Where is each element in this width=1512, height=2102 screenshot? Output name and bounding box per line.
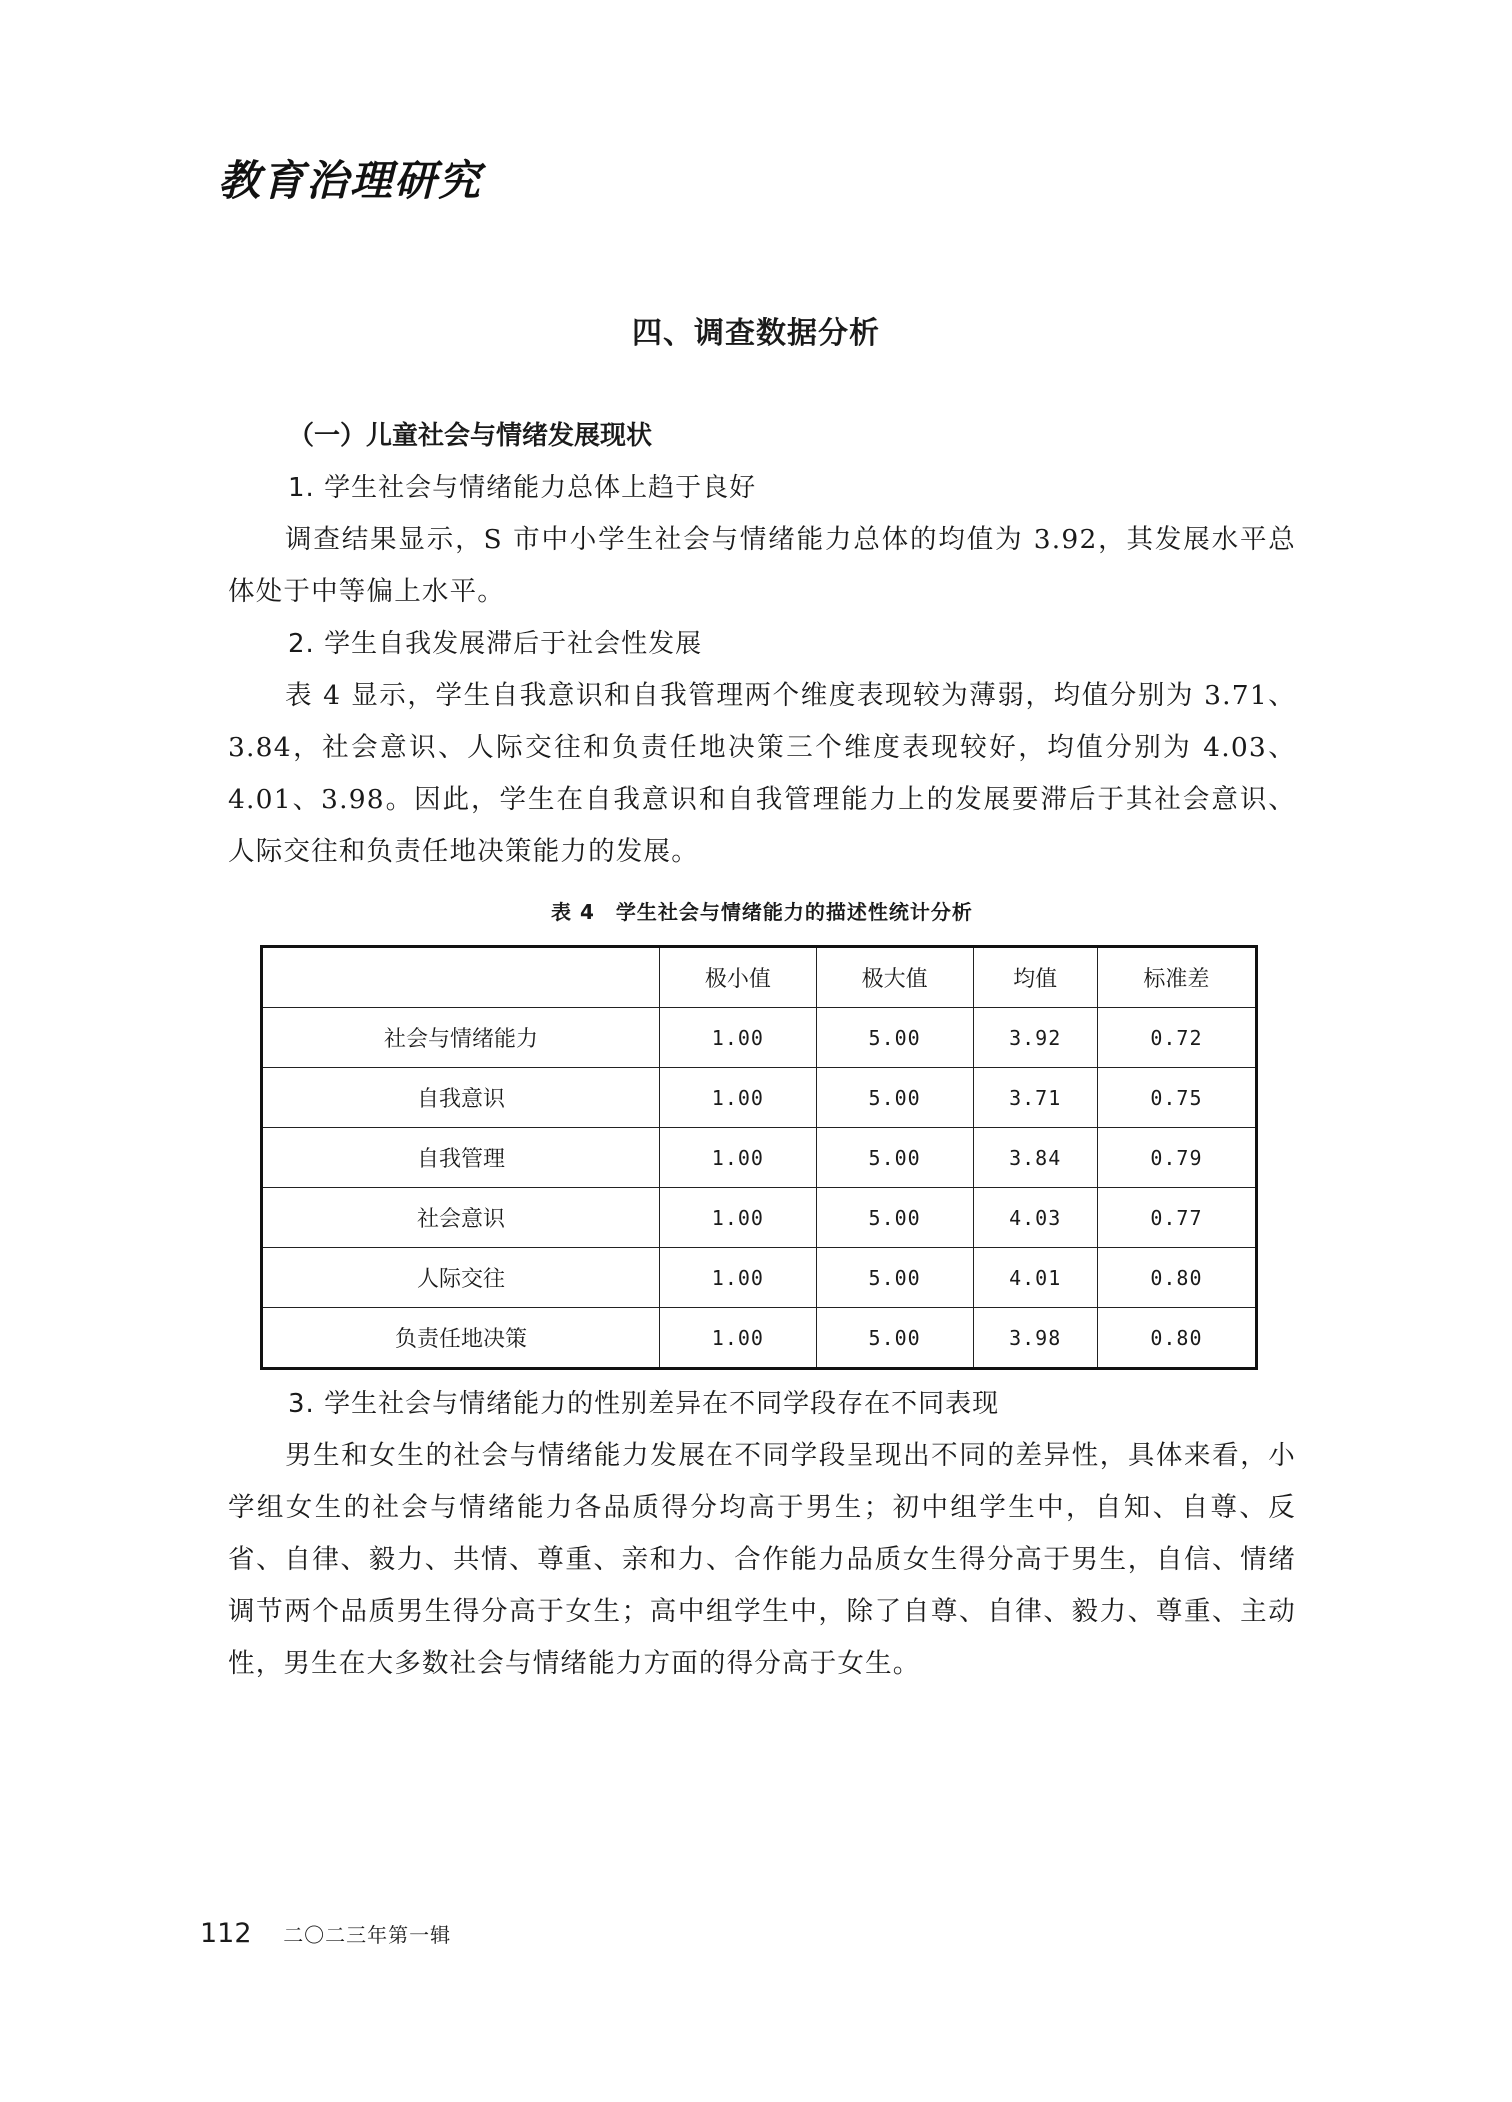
table-cell: 1.00 [660, 1128, 817, 1188]
point-2-heading: 2. 学生自我发展滞后于社会性发展 [288, 629, 703, 659]
table-cell: 0.80 [1097, 1308, 1256, 1369]
descriptive-stats-table [260, 945, 1258, 1370]
table-cell: 5.00 [816, 1128, 973, 1188]
table-row [262, 1008, 1257, 1068]
table-cell: 4.03 [973, 1188, 1097, 1248]
section-title: 四、调查数据分析 [632, 316, 880, 351]
subsection-heading: （一）儿童社会与情绪发展现状 [288, 421, 653, 451]
table-row [262, 1248, 1257, 1308]
table-cell: 5.00 [816, 1068, 973, 1128]
table-cell: 3.98 [973, 1308, 1097, 1369]
table-cell: 3.92 [973, 1008, 1097, 1068]
table-cell: 1.00 [660, 1068, 817, 1128]
table-cell: 3.84 [973, 1128, 1097, 1188]
table-cell: 0.79 [1097, 1128, 1256, 1188]
table-cell: 3.71 [973, 1068, 1097, 1128]
table-cell: 0.72 [1097, 1008, 1256, 1068]
table-cell: 5.00 [816, 1308, 973, 1369]
table-cell: 1.00 [660, 1248, 817, 1308]
table-cell: 0.80 [1097, 1248, 1256, 1308]
table-cell: 0.75 [1097, 1068, 1256, 1128]
row-label: 自我管理 [262, 1128, 660, 1188]
table-cell: 4.01 [973, 1248, 1097, 1308]
running-head: 教育治理研究 [218, 156, 483, 205]
table-header-row [262, 947, 1257, 1008]
row-label: 社会意识 [262, 1188, 660, 1248]
point-3-paragraph: 男生和女生的社会与情绪能力发展在不同学段呈现出不同的差异性，具体来看，小学组女生的社会与情绪能力各品质得分均高于男生；初中组学生中，自知、自尊、反省、自律、毅力、共情、尊重、亲和力、合作能力品质女生得分高于男生，自信、情绪调节两个品质男生得分高于女生；高中组学生中，除了自尊、自律、毅力、尊重、主动性，男生在大多数社会与情绪能力方面的得分高于女生。 [228, 1440, 1296, 1679]
table-row [262, 1128, 1257, 1188]
table-cell: 1.00 [660, 1188, 817, 1248]
table-header-cell: 标准差 [1097, 947, 1256, 1008]
point-1-paragraph: 调查结果显示，S 市中小学生社会与情绪能力总体的均值为 3.92，其发展水平总体处于中等偏上水平。 [228, 524, 1296, 607]
page-footer [200, 1918, 451, 1949]
table-cell: 5.00 [816, 1248, 973, 1308]
page-number: 112 [200, 1918, 252, 1949]
table-header-cell [262, 947, 660, 1008]
row-label: 社会与情绪能力 [262, 1008, 660, 1068]
table-header-cell: 均值 [973, 947, 1097, 1008]
table-row [262, 1308, 1257, 1369]
table-row [262, 1188, 1257, 1248]
table-cell: 1.00 [660, 1008, 817, 1068]
row-label: 人际交往 [262, 1248, 660, 1308]
row-label: 自我意识 [262, 1068, 660, 1128]
table-cell: 5.00 [816, 1188, 973, 1248]
point-1-heading: 1. 学生社会与情绪能力总体上趋于良好 [288, 473, 757, 503]
issue-label: 二〇二三年第一辑 [283, 1923, 452, 1947]
table-cell: 0.77 [1097, 1188, 1256, 1248]
article-body [228, 410, 1296, 1690]
table-row [262, 1068, 1257, 1128]
table-cell: 1.00 [660, 1308, 817, 1369]
table-header-cell: 极小值 [660, 947, 817, 1008]
table-cell: 5.00 [816, 1008, 973, 1068]
point-3-heading: 3. 学生社会与情绪能力的性别差异在不同学段存在不同表现 [288, 1389, 1000, 1419]
table-header-cell: 极大值 [816, 947, 973, 1008]
row-label: 负责任地决策 [262, 1308, 660, 1369]
table-caption: 表 4 学生社会与情绪能力的描述性统计分析 [551, 900, 973, 924]
point-2-paragraph: 表 4 显示，学生自我意识和自我管理两个维度表现较为薄弱，均值分别为 3.71、3.84，社会意识、人际交往和负责任地决策三个维度表现较好，均值分别为 4.03、4.01、3.98。因此，学生在自我意识和自我管理能力上的发展要滞后于其社会意识、人际交往和负责任地决策能力的发展。 [228, 680, 1296, 867]
